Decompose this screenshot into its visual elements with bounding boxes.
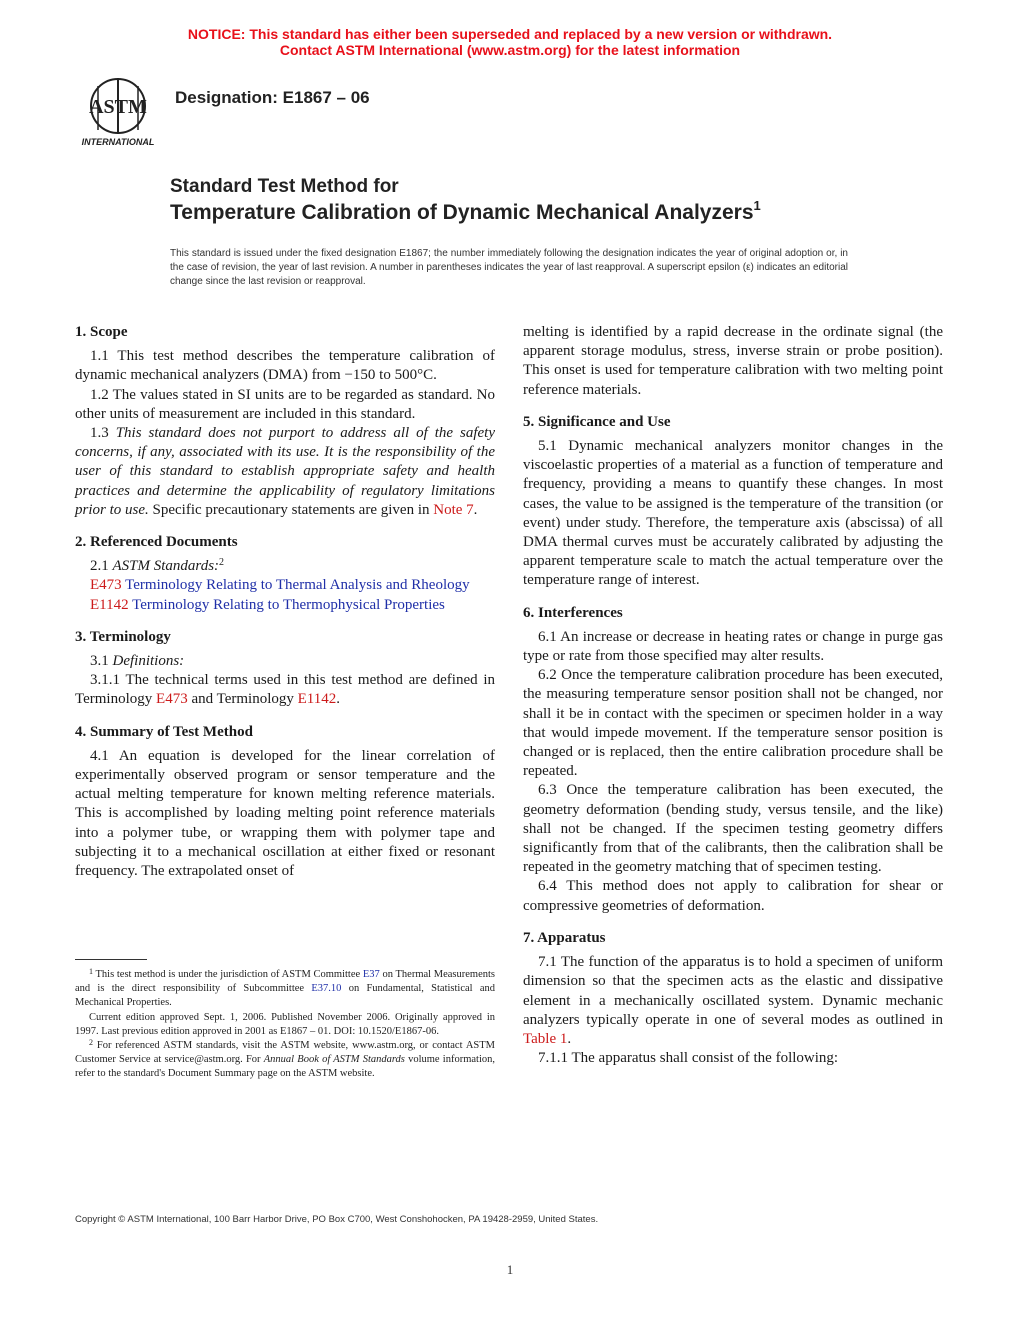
- section-2-heading: 2. Referenced Documents: [75, 534, 238, 551]
- paragraph-6-1: 6.1 An increase or decrease in heating rates or change in purge gas type or rate from those specified may alter results.: [523, 628, 943, 665]
- paragraph-1-3: 1.3 This standard does not purport to address all of the safety concerns, if any, associated with its use. It is the responsibility of the user of this standard to establish appropriate safety and health practices and determine the applicability of regulatory limitations prior to use. Specific precautionary statements are given in Note 7.: [75, 425, 496, 518]
- reference-e1142: [75, 596, 495, 615]
- section-6-heading: 6. Interferences: [523, 604, 623, 621]
- section-7-heading: 7. Apparatus: [523, 929, 606, 946]
- astm-logo: [76, 74, 160, 150]
- designation: Designation: E1867 – 06: [175, 88, 370, 107]
- footnotes: [75, 968, 495, 1082]
- footnote-1: $^1$ This test method is under the jurisdiction of ASTM Committee E37 on Thermal Measurements and is the direct responsibility of Subcommittee E37.10 on Fundamental, Statistical and Mechanical Properties.: [75, 967, 496, 1009]
- e1142-link[interactable]: E1142: [90, 596, 129, 613]
- title-line-2: Temperature Calibration of Dynamic Mechanical Analyzers$^1$: [170, 198, 761, 224]
- left-column: [75, 323, 495, 881]
- note-7-link[interactable]: Note 7: [433, 501, 474, 518]
- footnote-divider: [75, 959, 147, 960]
- page-number: 1: [506, 1262, 514, 1277]
- e37-link[interactable]: E37: [362, 969, 380, 980]
- withdrawal-notice: [0, 26, 1020, 58]
- paragraph-5-1: 5.1 Dynamic mechanical analyzers monitor changes in the viscoelastic properties of a material as a function of temperature and frequency, providing a means to quantify these changes. In most cases, the value to be assigned is the temperature of the transition (or event) under study. Therefore, the temperature axis (abscissa) of all DMA thermal curves must be accurately calibrated by adjusting the apparent temperature scale to match the actual temperature over the temperature range of interest.: [523, 438, 943, 589]
- e473-title-link[interactable]: Terminology Relating to Thermal Analysis and Rheology: [125, 577, 470, 594]
- e1142-title-link[interactable]: Terminology Relating to Thermophysical Properties: [132, 596, 445, 613]
- paragraph-2-1: 2.1 ASTM Standards:$^2$: [90, 557, 225, 575]
- footnote-1-edition: Current edition approved Sept. 1, 2006. Published November 2006. Originally approved in 1997. Last previous edition approved in 2001 as E1867 – 01. DOI: 10.1520/E1867-06.: [75, 1011, 495, 1037]
- issuance-note: This standard is issued under the fixed designation E1867; the number immediately following the designation indicates the year of original adoption or, in the case of revision, the year of last revision. A number in parentheses indicates the year of last reapproval. A superscript epsilon (ε) indicates an editorial change since the last revision or reapproval.: [170, 248, 848, 287]
- document-title: [170, 174, 761, 226]
- paragraph-4-1: 4.1 An equation is developed for the linear correlation of experimentally observed program or sensor temperature and the actual melting temperature for known melting reference materials. This is accomplished by loading melting point reference materials into a polymer tube, or wrapping them with polymer tape and subjecting it to a mechanical oscillation at either fixed or resonant frequency. The extrapolated onset of: [75, 747, 495, 880]
- reference-e473: [75, 576, 495, 595]
- e1142-inline-link[interactable]: E1142: [297, 691, 337, 708]
- paragraph-6-4: 6.4 This method does not apply to calibration for shear or compressive geometries of deformation.: [523, 878, 943, 914]
- section-1-heading: 1. Scope: [75, 324, 128, 340]
- e473-inline-link[interactable]: E473: [156, 691, 188, 708]
- paragraph-6-2: 6.2 Once the temperature calibration procedure has been executed, the measuring temperature sensor position shall not be changed, nor shall it be in contact with the specimen or specimen holder in a way that would impede movement. If the temperature sensor position is changed or is replaced, then the entire calibration procedure shall be repeated.: [523, 667, 943, 780]
- right-column: [523, 323, 943, 1068]
- logo-letters: ASTM: [89, 96, 147, 118]
- section-3-heading: 3. Terminology: [75, 628, 171, 645]
- paragraph-1-2: 1.2 The values stated in SI units are to be regarded as standard. No other units of measurement are included in this standard.: [75, 386, 495, 422]
- paragraph-3-1: 3.1 Definitions:: [90, 653, 185, 670]
- notice-line-2: Contact ASTM International (www.astm.org) for the latest information: [279, 42, 741, 58]
- paragraph-6-3: 6.3 Once the temperature calibration has been executed, the geometry deformation (bending study, versus tensile, and the like) shall not be changed. If the specimen testing geometry differs significantly from that of the calibrants, then the calibration shall be repeated in the geometry matching that of specimen testing.: [523, 782, 943, 876]
- copyright-line: Copyright © ASTM International, 100 Barr Harbor Drive, PO Box C700, West Conshohocken, PA 19428-2959, United States.: [75, 1214, 599, 1225]
- notice-line-1: NOTICE: This standard has either been superseded and replaced by a new version or withdrawn.: [187, 26, 833, 42]
- paragraph-4-1-continued: melting is identified by a rapid decrease in the ordinate signal (the apparent storage modulus, stress, inverse strain or probe position). This onset is used for temperature calibration with two melting point reference materials.: [523, 324, 943, 398]
- table-1-link[interactable]: Table 1: [523, 1030, 568, 1047]
- section-4-heading: 4. Summary of Test Method: [75, 723, 253, 740]
- footnote-2: $^2$ For referenced ASTM standards, visit the ASTM website, www.astm.org, or contact ASTM Customer Service at service@astm.org. For Annual Book of ASTM Standards volume information, refer to the standard's Document Summary page on the ASTM website.: [75, 1038, 495, 1080]
- section-5-heading: 5. Significance and Use: [523, 413, 671, 430]
- paragraph-1-1: 1.1 This test method describes the temperature calibration of dynamic mechanical analyzers (DMA) from −150 to 500°C.: [75, 348, 495, 384]
- e37-10-link[interactable]: E37.10: [311, 983, 342, 995]
- paragraph-7-1: 7.1 The function of the apparatus is to hold a specimen of uniform dimension so that the specimen acts as the elastic and dissipative element in a mechanically oscillated system. Dynamic mechanic analyzers typically operate in one of several modes as outlined in Table 1.: [523, 954, 943, 1047]
- paragraph-3-1-1: 3.1.1 The technical terms used in this test method are defined in Terminology E473 and Terminology E1142.: [75, 672, 495, 708]
- paragraph-7-1-1: 7.1.1 The apparatus shall consist of the following:: [538, 1050, 839, 1067]
- e473-link[interactable]: E473: [90, 577, 122, 594]
- footnote-2-mark[interactable]: 2: [219, 557, 225, 569]
- logo-caption: INTERNATIONAL: [81, 137, 155, 147]
- title-line-1: Standard Test Method for: [170, 176, 399, 197]
- title-footnote-mark[interactable]: 1: [753, 198, 761, 213]
